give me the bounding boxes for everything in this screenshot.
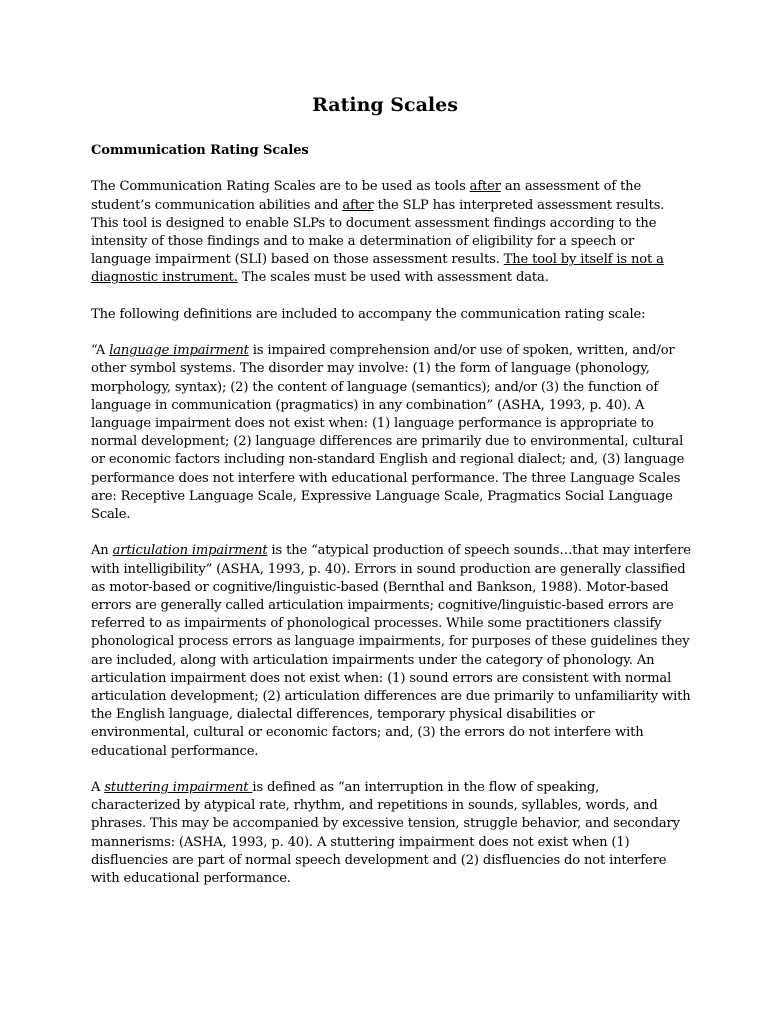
- language-text-1: “A: [91, 343, 110, 359]
- stuttering-text-2: is defined as “an interruption in the flow of speaking, characterized by atypical rate, rhythm, and repetitions in sounds, syllables, words, and phrases. This may be accompanied by excessive tension, struggle behavior, and secondary mannerisms: (ASHA, 1993, p. 40). A stuttering impairment does not exist when (1) disfluencies are part of normal speech development and (2) disfluencies do not interfere with educational performance.: [91, 780, 680, 887]
- intro-text-2: an assessment of the student’s communication abilities and: [91, 179, 642, 213]
- definitions-intro-paragraph: The following definitions are included to accompany the communication rating scale:: [91, 306, 646, 322]
- articulation-text-1: An: [91, 543, 113, 559]
- language-impairment-paragraph: [91, 342, 691, 524]
- articulation-impairment-term: articulation impairment: [112, 543, 268, 559]
- language-impairment-term: language impairment: [109, 343, 249, 359]
- stuttering-impairment-term: stuttering impairment: [104, 780, 253, 796]
- after-emphasis-1: after: [469, 179, 501, 195]
- articulation-text-2: is the “atypical production of speech sounds…that may interfere with intelligibility” (ASHA, 1993, p. 40). Errors in sound production are generally classified as motor-based or cognitive/linguistic-based (Bernthal and Bankson, 1988). Motor-based errors are generally called articulation impairments; cognitive/linguistic-based errors are referred to as impairments of phonological processes. While some practitioners classify phonological process errors as language impairments, for purposes of these guidelines they are included, along with articulation impairments under the category of phonology. An articulation impairment does not exist when: (1) sound errors are consistent with normal articulation development; (2) articulation differences are due primarily to unfamiliarity with the English language, dialectal differences, temporary physical disabilities or environmental, cultural or economic factors; and, (3) the errors do not interfere with educational performance.: [91, 543, 691, 759]
- intro-text-4: The scales must be used with assessment data.: [237, 270, 549, 286]
- intro-text-1: The Communication Rating Scales are to be used as tools: [91, 179, 470, 195]
- intro-text-3: the SLP has interpreted assessment results. This tool is designed to enable SLPs to document assessment findings according to the intensity of those findings and to make a determination of eligibility for a speech or language impairment (SLI) based on those assessment results.: [91, 197, 665, 268]
- not-diagnostic-emphasis: The tool by itself is not a diagnostic instrument.: [91, 252, 664, 286]
- document-body: [91, 142, 691, 906]
- stuttering-impairment-paragraph: [91, 779, 691, 888]
- intro-paragraph: [91, 178, 691, 287]
- stuttering-text-1: A: [91, 780, 105, 796]
- after-emphasis-2: after: [342, 197, 374, 213]
- articulation-impairment-paragraph: [91, 542, 691, 760]
- section-heading: Communication Rating Scales: [91, 143, 309, 158]
- language-text-2: is impaired comprehension and/or use of spoken, written, and/or other symbol systems. The disorder may involve: (1) the form of language (phonology, morphology, syntax); (2) the content of language (semantics); and/or (3) the function of language in communication (pragmatics) in any combination” (ASHA, 1993, p. 40). A language impairment does not exist when: (1) language performance is appropriate to normal development; (2) language differences are primarily due to environmental, cultural or economic factors including non-standard English and regional dialect; and, (3) language performance does not interfere with educational performance. The three Language Scales are: Receptive Language Scale, Expressive Language Scale, Pragmatics Social Language Scale.: [91, 343, 685, 523]
- page-title: Rating Scales: [312, 94, 458, 116]
